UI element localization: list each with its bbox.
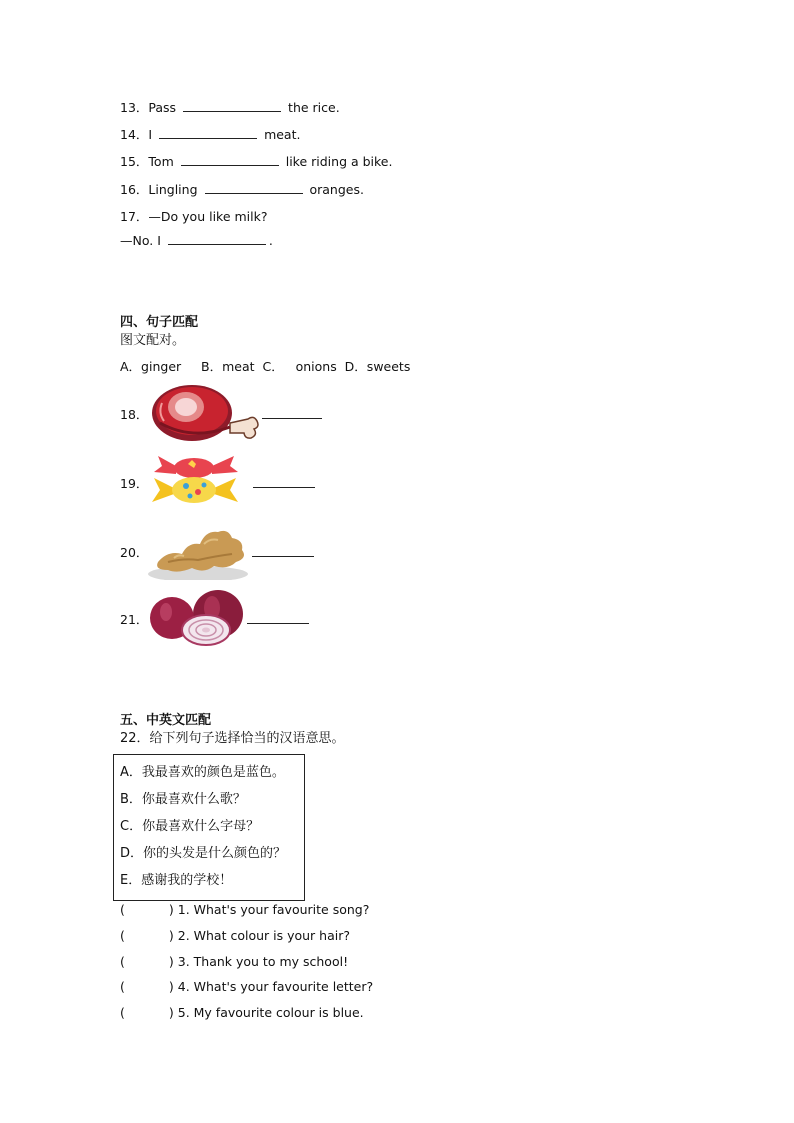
option-d: D．你的头发是什么颜色的？ — [120, 846, 287, 861]
item-21-number: 21． — [120, 612, 149, 627]
match-text: ) 2. What colour is your hair? — [168, 928, 351, 943]
item-18-number: 18． — [120, 407, 149, 422]
question-text: oranges. — [309, 182, 364, 197]
question-number: 13． — [120, 100, 149, 115]
ginger-root-icon — [148, 518, 250, 580]
option-e: E．感谢我的学校！ — [120, 873, 233, 888]
option-c: C．你最喜欢什么字母？ — [120, 819, 260, 834]
question-number: 16． — [120, 182, 149, 197]
option-b: B．你最喜欢什么歌？ — [120, 792, 246, 807]
option-a: A．我最喜欢的颜色是蓝色。 — [120, 765, 285, 780]
answer-blank[interactable] — [159, 137, 257, 139]
section-4-instruction: 图文配对。 — [120, 333, 186, 348]
question-number: 15． — [120, 154, 149, 169]
question-text: I — [148, 127, 153, 142]
answer-blank[interactable] — [168, 243, 266, 245]
answer-blank[interactable] — [247, 623, 309, 624]
question-13 — [120, 98, 340, 116]
item-20-number: 20． — [120, 545, 149, 560]
match-item-2 — [120, 928, 350, 943]
section-4-options: A．ginger B．meat C． onions D．sweets — [120, 359, 411, 374]
match-item-3 — [120, 954, 348, 969]
question-text: —Do you like milk? — [148, 209, 268, 224]
question-number: 17． — [120, 209, 149, 224]
match-text: ) 4. What's your favourite letter? — [168, 979, 374, 994]
open-paren: ( — [120, 928, 125, 943]
section-5-instruction: 22．给下列句子选择恰当的汉语意思。 — [120, 731, 345, 746]
open-paren: ( — [120, 954, 125, 969]
match-text: ) 3. Thank you to my school! — [168, 954, 349, 969]
question-text: . — [268, 233, 273, 248]
question-text: Tom — [148, 154, 174, 169]
match-item-4 — [120, 979, 373, 994]
match-text: ) 5. My favourite colour is blue. — [168, 1005, 364, 1020]
item-19-number: 19． — [120, 476, 149, 491]
question-17-answer — [120, 233, 273, 248]
answer-blank[interactable] — [262, 418, 322, 419]
match-item-5 — [120, 1005, 364, 1020]
open-paren: ( — [120, 902, 125, 917]
question-15 — [120, 152, 392, 170]
question-text: the rice. — [288, 100, 340, 115]
options-box — [113, 754, 305, 901]
open-paren: ( — [120, 1005, 125, 1020]
question-14 — [120, 125, 300, 143]
question-text: Lingling — [148, 182, 198, 197]
answer-blank[interactable] — [253, 487, 315, 488]
answer-blank[interactable] — [181, 164, 279, 166]
answer-blank[interactable] — [205, 192, 303, 194]
match-text: ) 1. What's your favourite song? — [168, 902, 370, 917]
question-16 — [120, 180, 364, 198]
match-item-1 — [120, 902, 369, 917]
question-number: 14． — [120, 127, 149, 142]
answer-blank[interactable] — [252, 556, 314, 557]
question-text: Pass — [148, 100, 177, 115]
open-paren: ( — [120, 979, 125, 994]
candy-sweets-icon — [150, 452, 242, 508]
question-text: like riding a bike. — [285, 154, 393, 169]
section-4-title: 四、句子匹配 — [120, 315, 199, 330]
meat-drumstick-icon — [148, 383, 260, 443]
question-text: —No. I — [120, 233, 161, 248]
red-onion-icon — [148, 588, 246, 646]
answer-blank[interactable] — [183, 110, 281, 112]
section-5-title: 五、中英文匹配 — [120, 713, 212, 728]
question-text: meat. — [264, 127, 301, 142]
question-17 — [120, 207, 268, 225]
